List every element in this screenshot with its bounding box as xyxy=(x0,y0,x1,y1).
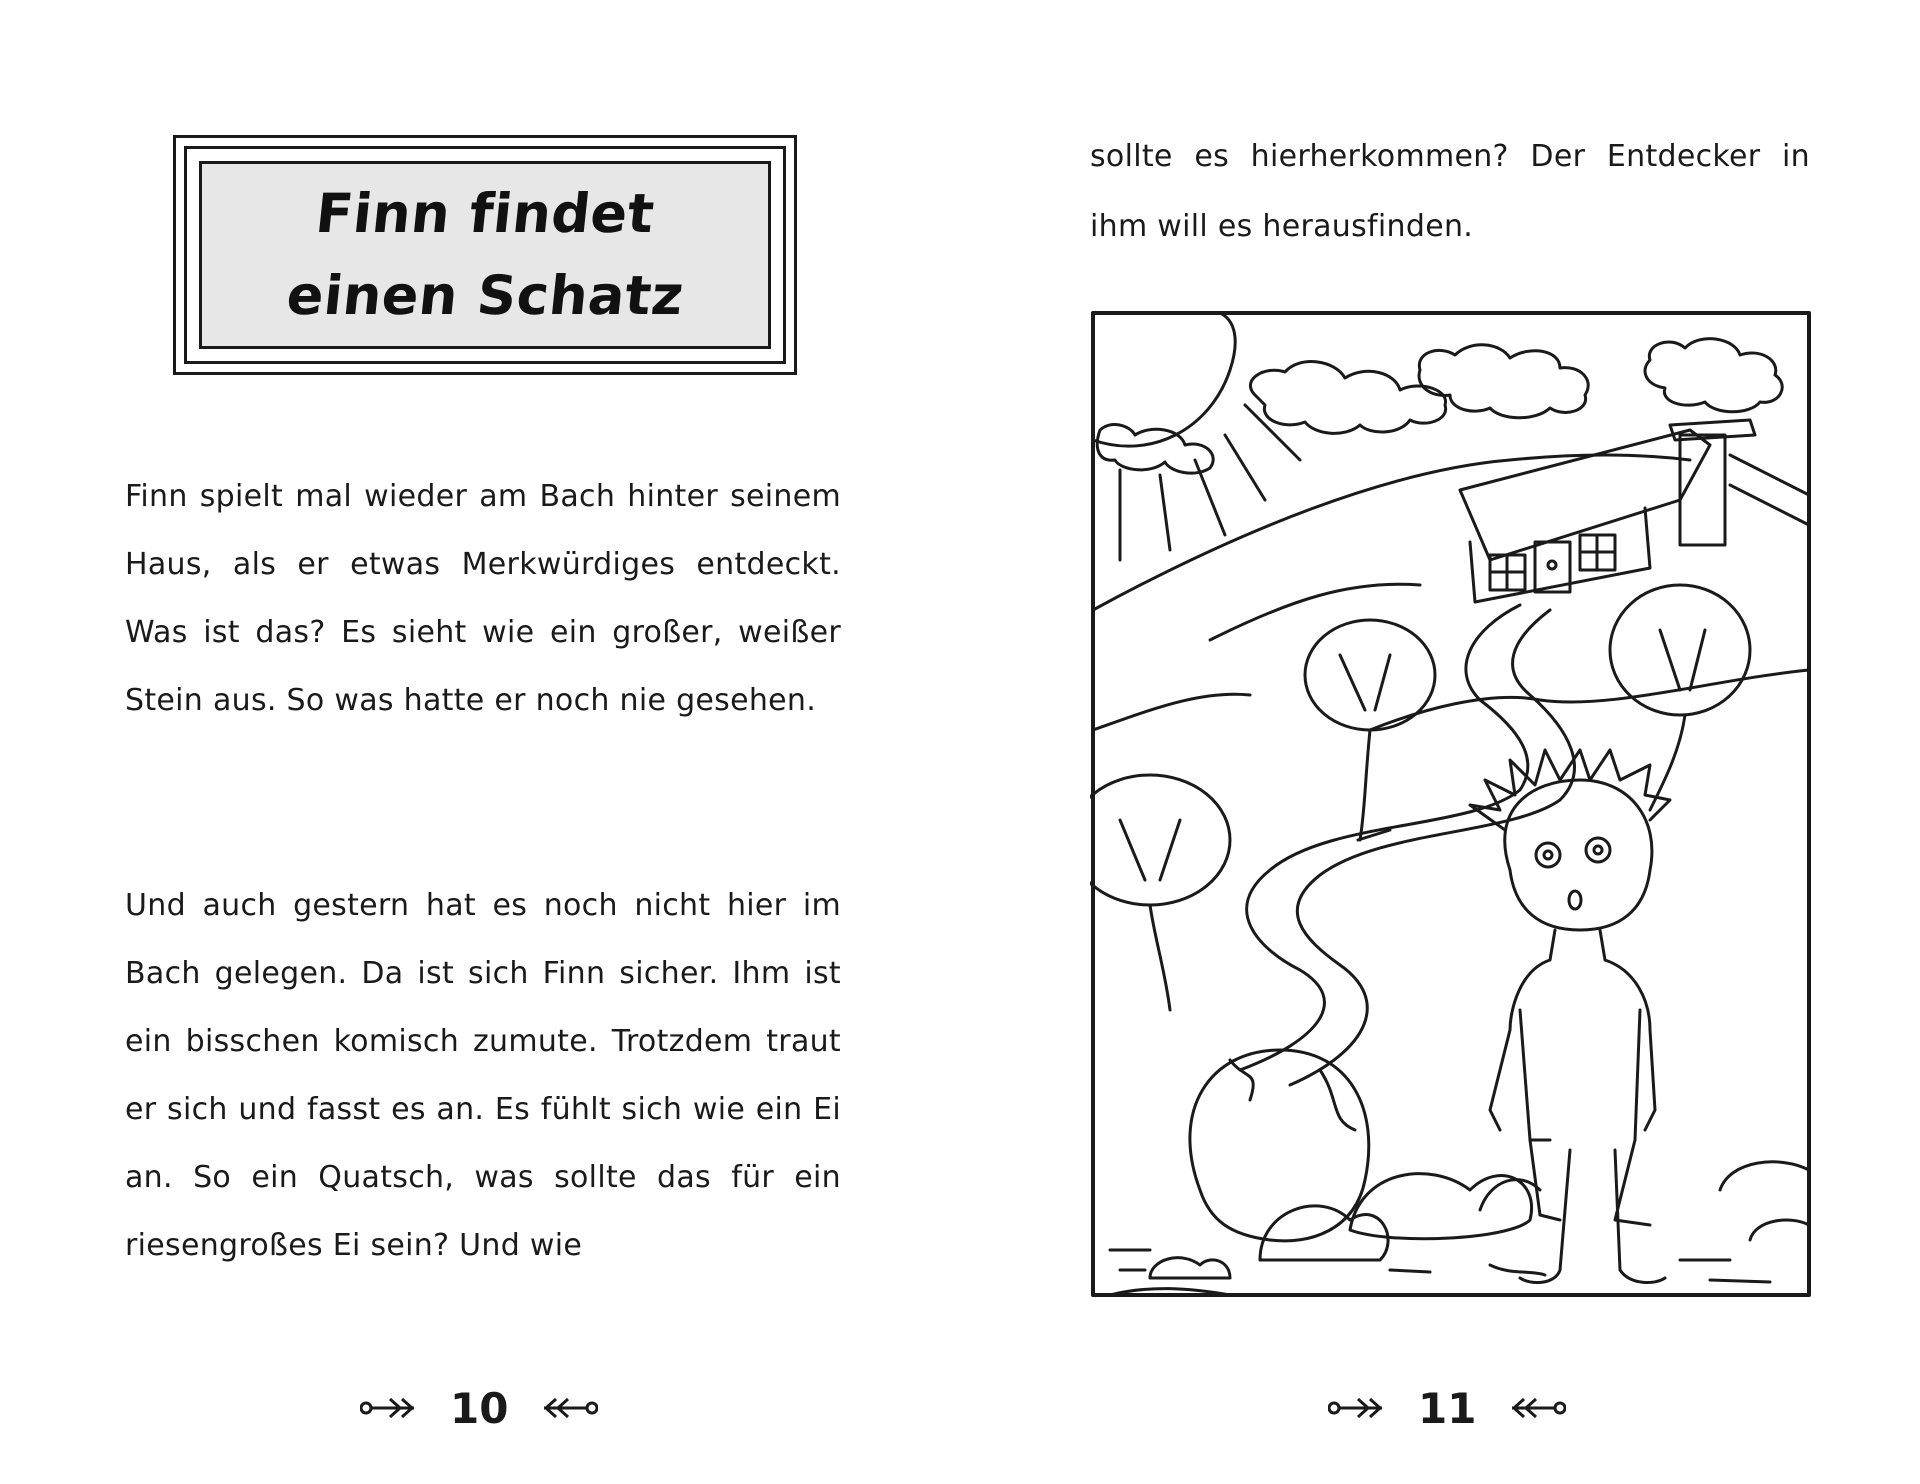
story-title-line2: einen Schatz xyxy=(283,264,687,327)
arrow-right-ornament-icon xyxy=(1328,1394,1388,1422)
title-box-frame xyxy=(184,146,786,364)
story-title-line1: Finn findet xyxy=(312,182,658,245)
arrow-left-ornament-icon xyxy=(538,1394,598,1422)
right-page xyxy=(960,0,1920,1484)
story-paragraph-continued: sollte es hierherkommen? Der Entdecker in ihm will es herausfinden. xyxy=(1090,139,1810,244)
page-number-right xyxy=(1328,1378,1566,1438)
boy-figure-icon xyxy=(1470,750,1670,1283)
page-number-text: 10 xyxy=(450,1383,509,1433)
title-box xyxy=(173,135,797,375)
coloring-illustration xyxy=(1090,310,1812,1298)
page-number-text: 11 xyxy=(1418,1383,1477,1433)
arrow-right-ornament-icon xyxy=(360,1394,420,1422)
page-number-left xyxy=(360,1378,598,1438)
story-paragraph-2: Und auch gestern hat es noch nicht hier im Bach gelegen. Da ist sich Finn sicher. Ihm ist ein bisschen komisch zumute. Trotzdem traut er sich und fasst es an. Es fühlt sich wie ein Ei an. So ein Quatsch, was sollte das für ein riesengroßes Ei sein? Und wie xyxy=(125,888,841,1263)
sun-icon xyxy=(1093,313,1300,560)
house-icon xyxy=(1460,420,1809,602)
arrow-left-ornament-icon xyxy=(1506,1394,1566,1422)
story-paragraph-1: Finn spielt mal wieder am Bach hinter seinem Haus, als er etwas Merkwürdiges entdeckt. Was ist das? Es sieht wie ein großer, weißer Stein aus. So was hatte er noch nie gesehen. xyxy=(125,479,841,718)
title-box-inner xyxy=(199,161,771,349)
